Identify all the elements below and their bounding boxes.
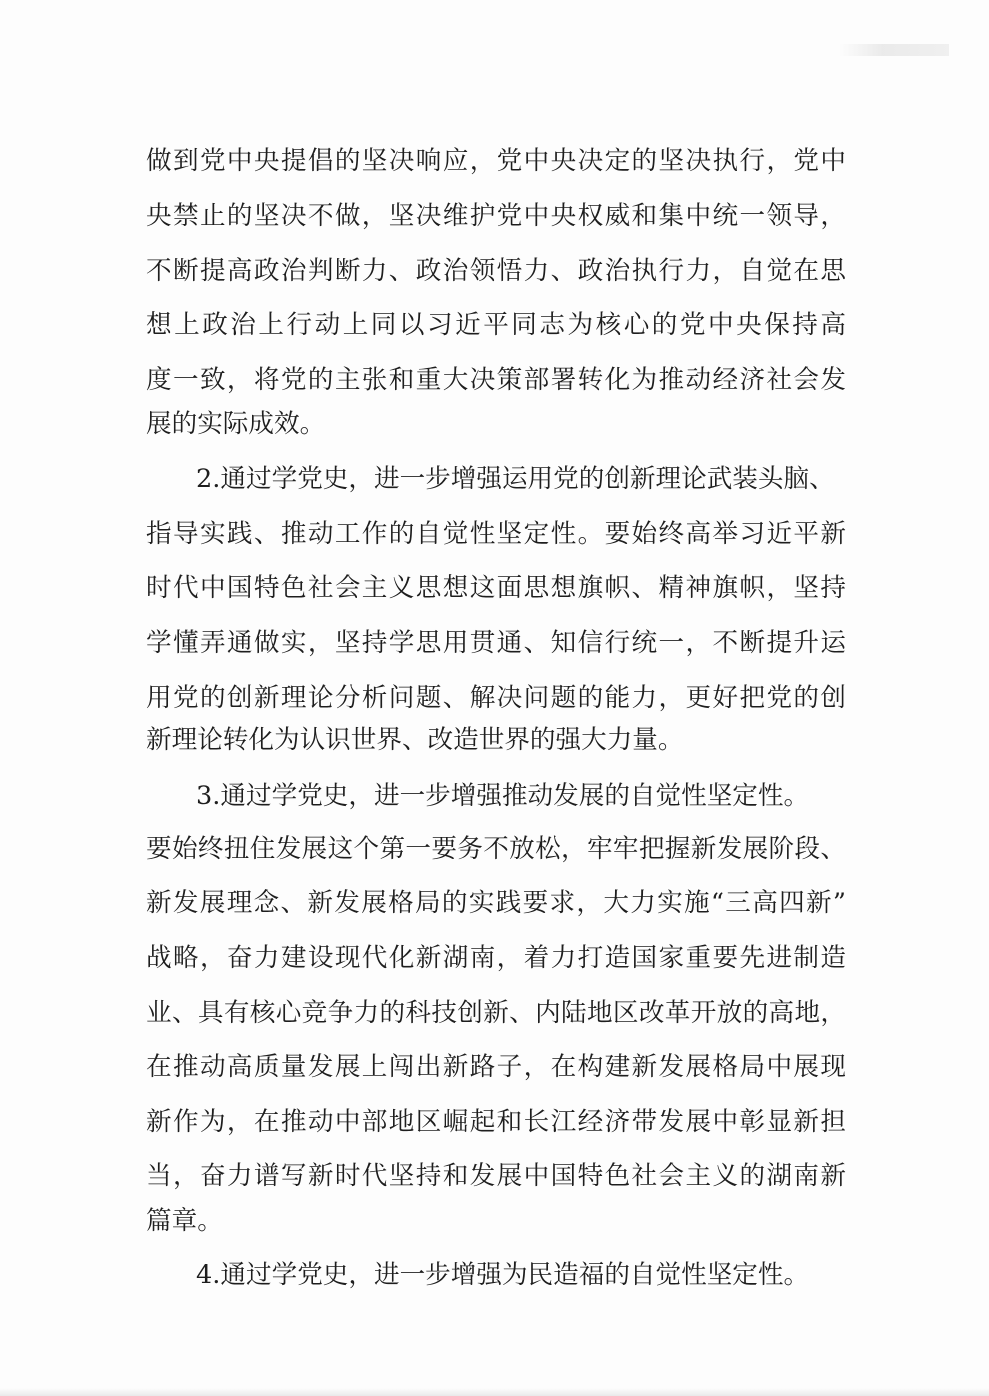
- text-line: 时代中国特色社会主义思想这面思想旗帜、精神旗帜，坚持: [146, 573, 846, 603]
- text-line: 央禁止的坚决不做，坚决维护党中央权威和集中统一领导，: [146, 201, 846, 231]
- paragraph-heading-3: 3.通过学党史，进一步增强推动发展的自觉性坚定性。: [196, 781, 810, 811]
- text-line: 不断提高政治判断力、政治领悟力、政治执行力，自觉在思: [146, 256, 846, 286]
- text-line: 业、具有核心竞争力的科技创新、内陆地区改革开放的高地，: [146, 998, 846, 1028]
- text-line: 在推动高质量发展上闯出新路子，在构建新发展格局中展现: [146, 1052, 846, 1082]
- text-line: 篇章。: [146, 1206, 223, 1236]
- text-line: 用党的创新理论分析问题、解决问题的能力，更好把党的创: [146, 683, 846, 713]
- text-line: 战略，奋力建设现代化新湖南，着力打造国家重要先进制造: [146, 943, 846, 973]
- paragraph-heading-4: 4.通过学党史，进一步增强为民造福的自觉性坚定性。: [196, 1260, 810, 1290]
- text-line: 要始终扭住发展这个第一要务不放松，牢牢把握新发展阶段、: [146, 834, 846, 864]
- scan-artifact: [839, 44, 949, 56]
- paragraph-heading-2: 2.通过学党史，进一步增强运用党的创新理论武装头脑、: [196, 464, 835, 494]
- text-line: 度一致，将党的主张和重大决策部署转化为推动经济社会发: [146, 365, 846, 395]
- text-line: 学懂弄通做实，坚持学思用贯通、知信行统一，不断提升运: [146, 628, 846, 658]
- text-line: 新理论转化为认识世界、改造世界的强大力量。: [146, 725, 684, 755]
- text-line: 新作为，在推动中部地区崛起和长江经济带发展中彰显新担: [146, 1107, 846, 1137]
- text-line: 新发展理念、新发展格局的实践要求，大力实施“三高四新”: [146, 888, 846, 918]
- text-line: 做到党中央提倡的坚决响应，党中央决定的坚决执行，党中: [146, 146, 846, 176]
- page-edge-shadow: [0, 1388, 989, 1396]
- text-line: 展的实际成效。: [146, 409, 326, 439]
- text-line: 想上政治上行动上同以习近平同志为核心的党中央保持高: [146, 310, 846, 340]
- text-line: 指导实践、推动工作的自觉性坚定性。要始终高举习近平新: [146, 519, 846, 549]
- text-line: 当，奋力谱写新时代坚持和发展中国特色社会主义的湖南新: [146, 1161, 846, 1191]
